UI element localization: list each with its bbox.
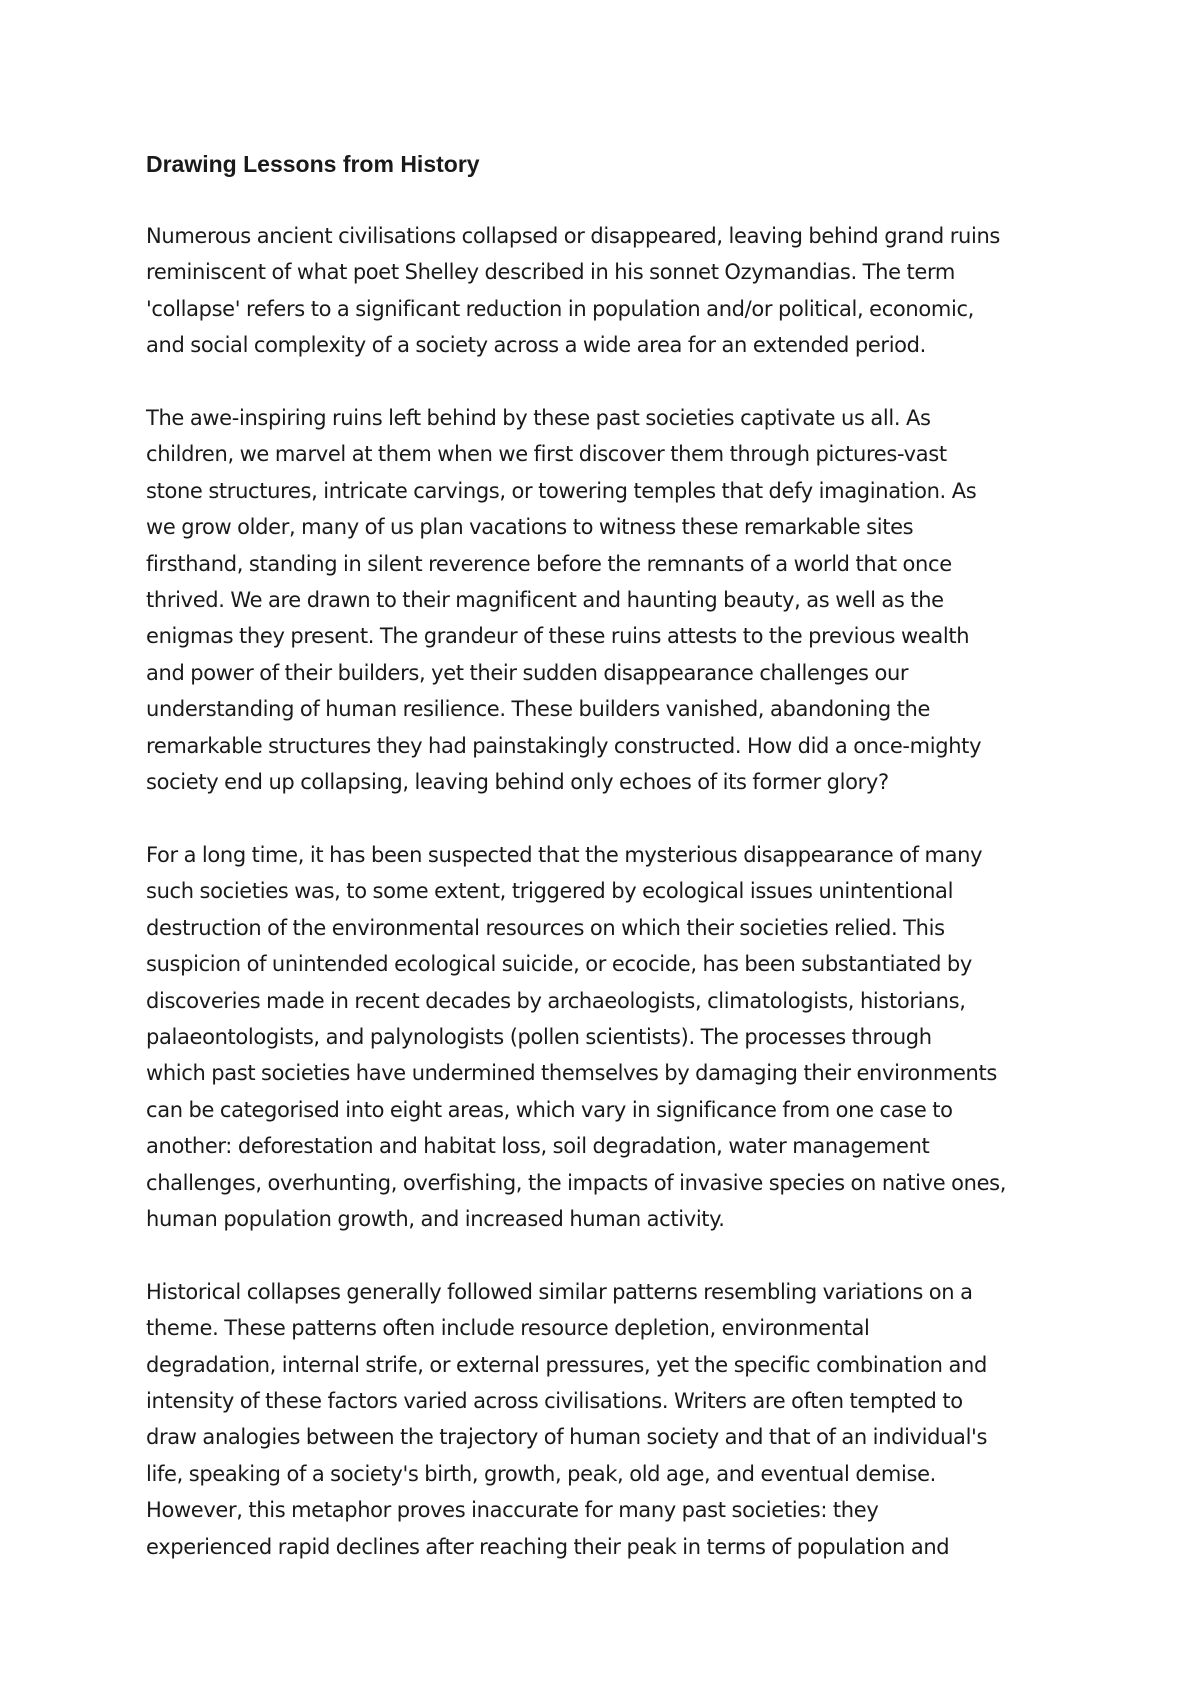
text-line: The awe-inspiring ruins left behind by these past societies captivate us all. As [146, 406, 931, 431]
text-line: which past societies have undermined themselves by damaging their environments [146, 1061, 997, 1086]
text-line: 'collapse' refers to a significant reduction in population and/or political, economic, [146, 296, 974, 321]
text-line: However, this metaphor proves inaccurate for many past societies: they [146, 1498, 879, 1523]
text-line: another: deforestation and habitat loss, soil degradation, water management [146, 1134, 930, 1159]
text-line: understanding of human resilience. These builders vanished, abandoning the [146, 697, 931, 722]
text-line: human population growth, and increased human activity. [146, 1206, 725, 1231]
text-line: challenges, overhunting, overfishing, the impacts of invasive species on native ones, [146, 1170, 1007, 1195]
paragraph-1 [146, 218, 1070, 364]
document-title: Drawing Lessons from History [146, 151, 480, 177]
text-line: palaeontologists, and palynologists (pollen scientists). The processes through [146, 1024, 932, 1049]
text-line: reminiscent of what poet Shelley described in his sonnet Ozymandias. The term [146, 260, 955, 285]
text-line: can be categorised into eight areas, which vary in significance from one case to [146, 1097, 953, 1122]
text-line: suspicion of unintended ecological suicide, or ecocide, has been substantiated by [146, 952, 972, 977]
text-line: Historical collapses generally followed similar patterns resembling variations on a [146, 1279, 973, 1304]
text-line: and power of their builders, yet their sudden disappearance challenges our [146, 660, 909, 685]
text-line: we grow older, many of us plan vacations to witness these remarkable sites [146, 515, 914, 540]
text-line: Numerous ancient civilisations collapsed or disappeared, leaving behind grand ruins [146, 224, 1001, 248]
text-line: intensity of these factors varied across civilisations. Writers are often tempted to [146, 1388, 963, 1413]
text-line: theme. These patterns often include resource depletion, environmental [146, 1316, 870, 1341]
text-line: destruction of the environmental resources on which their societies relied. This [146, 915, 945, 940]
text-line: For a long time, it has been suspected that the mysterious disappearance of many [146, 842, 983, 867]
paragraph-2 [146, 400, 1070, 800]
text-line: society end up collapsing, leaving behind only echoes of its former glory? [146, 770, 889, 795]
text-line: life, speaking of a society's birth, growth, peak, old age, and eventual demise. [146, 1461, 936, 1486]
text-line: remarkable structures they had painstakingly constructed. How did a once-mighty [146, 733, 982, 758]
text-line: discoveries made in recent decades by archaeologists, climatologists, historians, [146, 988, 966, 1013]
text-line: stone structures, intricate carvings, or towering temples that defy imagination. As [146, 478, 977, 503]
text-line: enigmas they present. The grandeur of these ruins attests to the previous wealth [146, 624, 970, 649]
text-line: and social complexity of a society across a wide area for an extended period. [146, 333, 926, 358]
text-line: such societies was, to some extent, triggered by ecological issues unintentional [146, 879, 954, 904]
text-line: firsthand, standing in silent reverence before the remnants of a world that once [146, 551, 952, 576]
paragraph-3 [146, 837, 1070, 1237]
paragraph-4 [146, 1274, 1070, 1565]
text-line: thrived. We are drawn to their magnificent and haunting beauty, as well as the [146, 588, 944, 613]
text-line: draw analogies between the trajectory of human society and that of an individual's [146, 1425, 988, 1450]
text-line: experienced rapid declines after reaching their peak in terms of population and [146, 1534, 950, 1559]
text-line: degradation, internal strife, or external pressures, yet the specific combination and [146, 1352, 987, 1377]
text-line: children, we marvel at them when we first discover them through pictures-vast [146, 442, 947, 467]
